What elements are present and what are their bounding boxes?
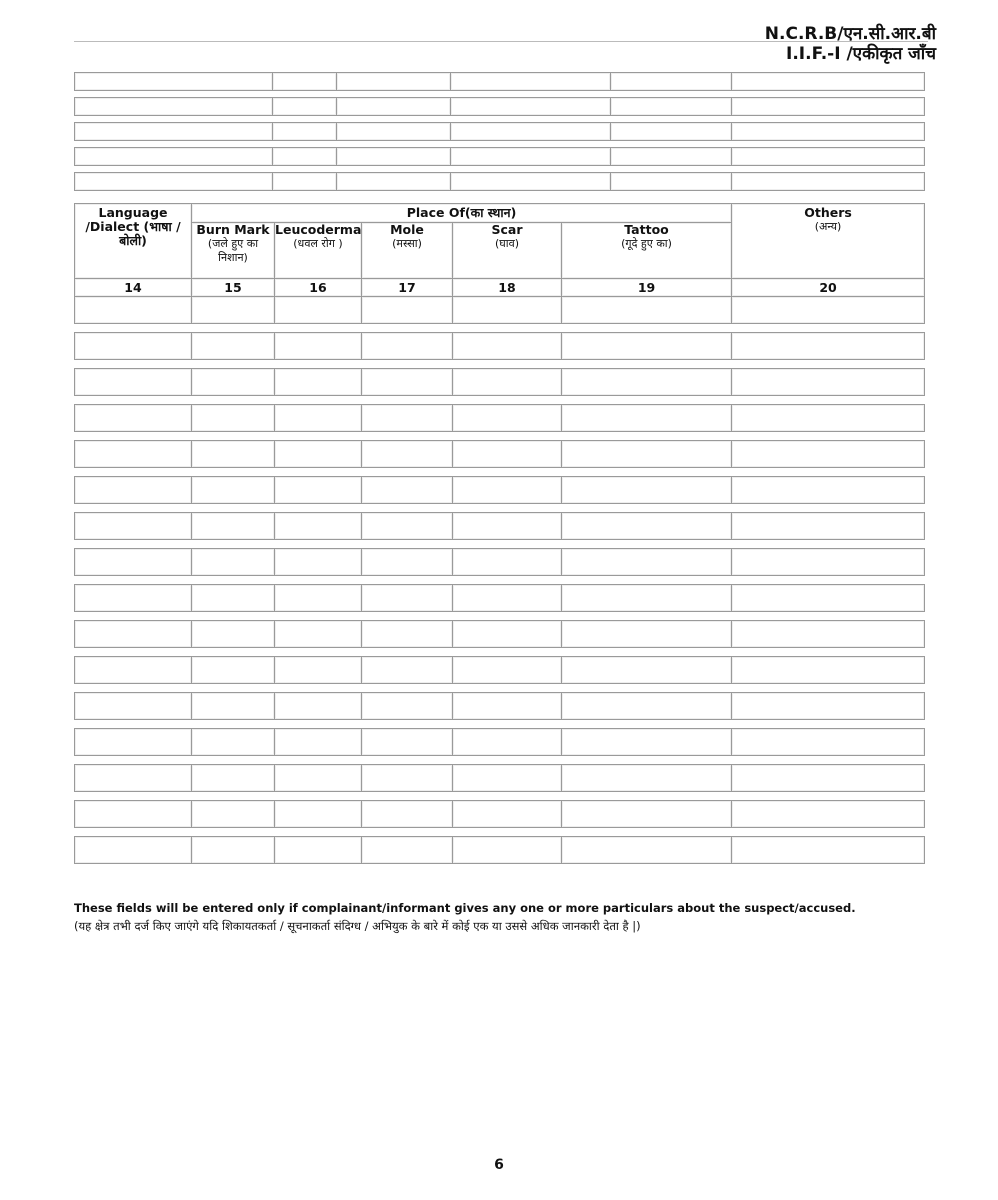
input-cell[interactable] — [562, 297, 732, 324]
table-row — [75, 405, 925, 432]
input-cell[interactable] — [275, 405, 362, 432]
leucoderma-label-hi: (धवल रोग ) — [293, 237, 343, 250]
input-cell[interactable] — [732, 369, 925, 396]
input-cell[interactable] — [453, 477, 562, 504]
header-rule — [74, 41, 928, 42]
input-cell[interactable] — [562, 477, 732, 504]
input-cell[interactable] — [451, 73, 611, 91]
input-cell[interactable] — [75, 173, 273, 191]
input-cell[interactable] — [75, 585, 192, 612]
input-cell[interactable] — [453, 621, 562, 648]
input-cell[interactable] — [192, 729, 275, 756]
input-cell[interactable] — [362, 729, 453, 756]
input-cell[interactable] — [192, 693, 275, 720]
input-cell[interactable] — [732, 98, 925, 116]
input-cell[interactable] — [562, 549, 732, 576]
table-row — [75, 657, 925, 684]
mole-header — [362, 223, 453, 279]
input-cell[interactable] — [75, 73, 273, 91]
input-cell[interactable] — [453, 585, 562, 612]
input-cell[interactable] — [337, 98, 451, 116]
input-cell[interactable] — [611, 173, 732, 191]
input-cell[interactable] — [362, 297, 453, 324]
table-row — [75, 801, 925, 828]
input-cell[interactable] — [451, 98, 611, 116]
input-cell[interactable] — [275, 297, 362, 324]
input-cell[interactable] — [732, 657, 925, 684]
input-cell[interactable] — [732, 729, 925, 756]
input-cell[interactable] — [75, 477, 192, 504]
input-cell[interactable] — [273, 148, 337, 166]
input-cell[interactable] — [362, 621, 453, 648]
burn-mark-label-hi: (जले हुए का निशान) — [207, 237, 259, 264]
input-cell[interactable] — [275, 549, 362, 576]
table-row — [75, 297, 925, 324]
input-cell[interactable] — [453, 297, 562, 324]
ncrb-label: N.C.R.B/एन.सी.आर.बी — [764, 24, 936, 44]
input-cell[interactable] — [362, 585, 453, 612]
place-of-header — [192, 204, 732, 223]
input-cell[interactable] — [337, 123, 451, 141]
input-cell[interactable] — [562, 513, 732, 540]
input-cell[interactable] — [273, 98, 337, 116]
input-cell[interactable] — [562, 333, 732, 360]
input-cell[interactable] — [453, 333, 562, 360]
input-cell[interactable] — [453, 369, 562, 396]
input-cell[interactable] — [562, 765, 732, 792]
input-cell[interactable] — [275, 837, 362, 864]
leucoderma-label: Leucoderma — [275, 222, 362, 237]
input-cell[interactable] — [453, 693, 562, 720]
input-cell[interactable] — [453, 729, 562, 756]
input-cell[interactable] — [192, 801, 275, 828]
input-cell[interactable] — [273, 123, 337, 141]
input-cell[interactable] — [562, 657, 732, 684]
input-cell[interactable] — [362, 765, 453, 792]
input-cell[interactable] — [75, 369, 192, 396]
input-cell[interactable] — [275, 657, 362, 684]
column-numbers-row — [75, 279, 925, 297]
table-row — [75, 477, 925, 504]
input-cell[interactable] — [75, 765, 192, 792]
table-row — [75, 585, 925, 612]
input-cell[interactable] — [275, 513, 362, 540]
input-cell[interactable] — [362, 441, 453, 468]
input-cell[interactable] — [75, 98, 273, 116]
input-cell[interactable] — [732, 73, 925, 91]
input-cell[interactable] — [275, 621, 362, 648]
input-cell[interactable] — [75, 333, 192, 360]
table-row — [75, 693, 925, 720]
tattoo-label-hi: (गूदे हुए का) — [621, 237, 672, 250]
tattoo-label: Tattoo — [624, 222, 669, 237]
input-cell[interactable] — [732, 693, 925, 720]
input-cell[interactable] — [273, 173, 337, 191]
table-row — [75, 333, 925, 360]
input-cell[interactable] — [562, 585, 732, 612]
footnote-hindi: (यह क्षेत्र तभी दर्ज किए जाएंगे यदि शिकायतकर्ता / सूचनाकर्ता संदिग्ध / अभियुक के बारे में कोई एक या उससे अधिक जानकारी देता है |) — [74, 919, 641, 933]
input-cell[interactable] — [732, 837, 925, 864]
input-cell[interactable] — [611, 148, 732, 166]
input-cell[interactable] — [362, 405, 453, 432]
input-cell[interactable] — [732, 123, 925, 141]
scar-header — [453, 223, 562, 279]
column-number: 16 — [275, 279, 362, 297]
burn-mark-header — [192, 223, 275, 279]
input-cell[interactable] — [75, 801, 192, 828]
input-cell[interactable] — [453, 657, 562, 684]
input-cell[interactable] — [362, 333, 453, 360]
input-cell[interactable] — [362, 657, 453, 684]
continuation-table — [74, 72, 925, 191]
place-of-label: Place Of(का स्थान) — [406, 205, 517, 220]
input-cell[interactable] — [337, 73, 451, 91]
input-cell[interactable] — [275, 693, 362, 720]
input-cell[interactable] — [192, 549, 275, 576]
column-number: 18 — [453, 279, 562, 297]
footnote — [74, 899, 934, 935]
input-cell[interactable] — [562, 405, 732, 432]
input-cell[interactable] — [275, 765, 362, 792]
input-cell[interactable] — [562, 369, 732, 396]
input-cell[interactable] — [453, 405, 562, 432]
table-row — [75, 837, 925, 864]
input-cell[interactable] — [453, 801, 562, 828]
table-row — [75, 98, 925, 116]
scar-label: Scar — [491, 222, 523, 237]
mole-label-hi: (मस्सा) — [392, 237, 422, 250]
input-cell[interactable] — [75, 405, 192, 432]
language-header-label: Language /Dialect (भाषा /बोली) — [85, 205, 181, 248]
input-cell[interactable] — [453, 837, 562, 864]
column-number: 14 — [75, 279, 192, 297]
input-cell[interactable] — [75, 657, 192, 684]
table-row — [75, 369, 925, 396]
input-cell[interactable] — [562, 621, 732, 648]
input-cell[interactable] — [451, 173, 611, 191]
input-cell[interactable] — [275, 801, 362, 828]
input-cell[interactable] — [75, 123, 273, 141]
input-cell[interactable] — [275, 477, 362, 504]
input-cell[interactable] — [192, 765, 275, 792]
input-cell[interactable] — [192, 837, 275, 864]
column-number: 15 — [192, 279, 275, 297]
input-cell[interactable] — [362, 549, 453, 576]
input-cell[interactable] — [192, 657, 275, 684]
input-cell[interactable] — [192, 585, 275, 612]
input-cell[interactable] — [275, 333, 362, 360]
input-cell[interactable] — [732, 513, 925, 540]
page-number: 6 — [494, 1157, 504, 1173]
input-cell[interactable] — [362, 693, 453, 720]
input-cell[interactable] — [611, 98, 732, 116]
input-cell[interactable] — [611, 73, 732, 91]
leucoderma-header — [275, 223, 362, 279]
tattoo-header — [562, 223, 732, 279]
input-cell[interactable] — [362, 513, 453, 540]
input-cell[interactable] — [732, 585, 925, 612]
table-row — [75, 765, 925, 792]
table-row — [75, 621, 925, 648]
column-number: 17 — [362, 279, 453, 297]
input-cell[interactable] — [611, 123, 732, 141]
input-cell[interactable] — [732, 801, 925, 828]
input-cell[interactable] — [75, 297, 192, 324]
scar-label-hi: (घाव) — [494, 237, 520, 250]
others-header — [732, 204, 925, 279]
input-cell[interactable] — [273, 73, 337, 91]
input-cell[interactable] — [453, 441, 562, 468]
input-cell[interactable] — [732, 441, 925, 468]
input-cell[interactable] — [732, 549, 925, 576]
input-cell[interactable] — [562, 729, 732, 756]
table-row — [75, 173, 925, 191]
input-cell[interactable] — [562, 693, 732, 720]
table-row — [75, 73, 925, 91]
input-cell[interactable] — [75, 441, 192, 468]
input-cell[interactable] — [75, 729, 192, 756]
input-cell[interactable] — [337, 148, 451, 166]
input-cell[interactable] — [75, 513, 192, 540]
iif-label: I.I.F.-I /एकीकृत जाँच — [786, 44, 936, 64]
table-row — [75, 441, 925, 468]
input-cell[interactable] — [732, 148, 925, 166]
input-cell[interactable] — [732, 477, 925, 504]
input-cell[interactable] — [732, 621, 925, 648]
input-cell[interactable] — [362, 369, 453, 396]
form-header — [765, 24, 936, 64]
input-cell[interactable] — [192, 477, 275, 504]
table-row — [75, 549, 925, 576]
input-cell[interactable] — [732, 405, 925, 432]
input-cell[interactable] — [732, 297, 925, 324]
mole-label: Mole — [390, 222, 424, 237]
input-cell[interactable] — [192, 297, 275, 324]
input-cell[interactable] — [275, 729, 362, 756]
input-cell[interactable] — [75, 693, 192, 720]
input-cell[interactable] — [192, 513, 275, 540]
input-cell[interactable] — [337, 173, 451, 191]
input-cell[interactable] — [451, 123, 611, 141]
column-number: 19 — [562, 279, 732, 297]
others-label: Others — [804, 205, 852, 220]
input-cell[interactable] — [192, 621, 275, 648]
others-label-hi: (अन्य) — [814, 220, 842, 233]
input-cell[interactable] — [275, 585, 362, 612]
input-cell[interactable] — [192, 405, 275, 432]
input-cell[interactable] — [732, 765, 925, 792]
input-cell[interactable] — [453, 549, 562, 576]
input-cell[interactable] — [75, 549, 192, 576]
footnote-english: These fields will be entered only if complainant/informant gives any one or more particulars about the suspect/accused. — [74, 901, 856, 915]
input-cell[interactable] — [732, 333, 925, 360]
input-cell[interactable] — [75, 621, 192, 648]
input-cell[interactable] — [192, 333, 275, 360]
input-cell[interactable] — [362, 477, 453, 504]
table-row — [75, 123, 925, 141]
input-cell[interactable] — [192, 369, 275, 396]
input-cell[interactable] — [562, 837, 732, 864]
input-cell[interactable] — [453, 513, 562, 540]
input-cell[interactable] — [562, 801, 732, 828]
burn-mark-label: Burn Mark — [196, 222, 270, 237]
identification-marks-table — [74, 203, 925, 864]
language-header — [75, 204, 192, 279]
input-cell[interactable] — [451, 148, 611, 166]
input-cell[interactable] — [75, 837, 192, 864]
input-cell[interactable] — [75, 148, 273, 166]
table-row — [75, 148, 925, 166]
input-cell[interactable] — [453, 765, 562, 792]
input-cell[interactable] — [275, 441, 362, 468]
input-cell[interactable] — [732, 173, 925, 191]
table-row — [75, 513, 925, 540]
table-row — [75, 729, 925, 756]
input-cell[interactable] — [275, 369, 362, 396]
column-number: 20 — [732, 279, 925, 297]
input-cell[interactable] — [362, 837, 453, 864]
input-cell[interactable] — [192, 441, 275, 468]
input-cell[interactable] — [562, 441, 732, 468]
input-cell[interactable] — [362, 801, 453, 828]
